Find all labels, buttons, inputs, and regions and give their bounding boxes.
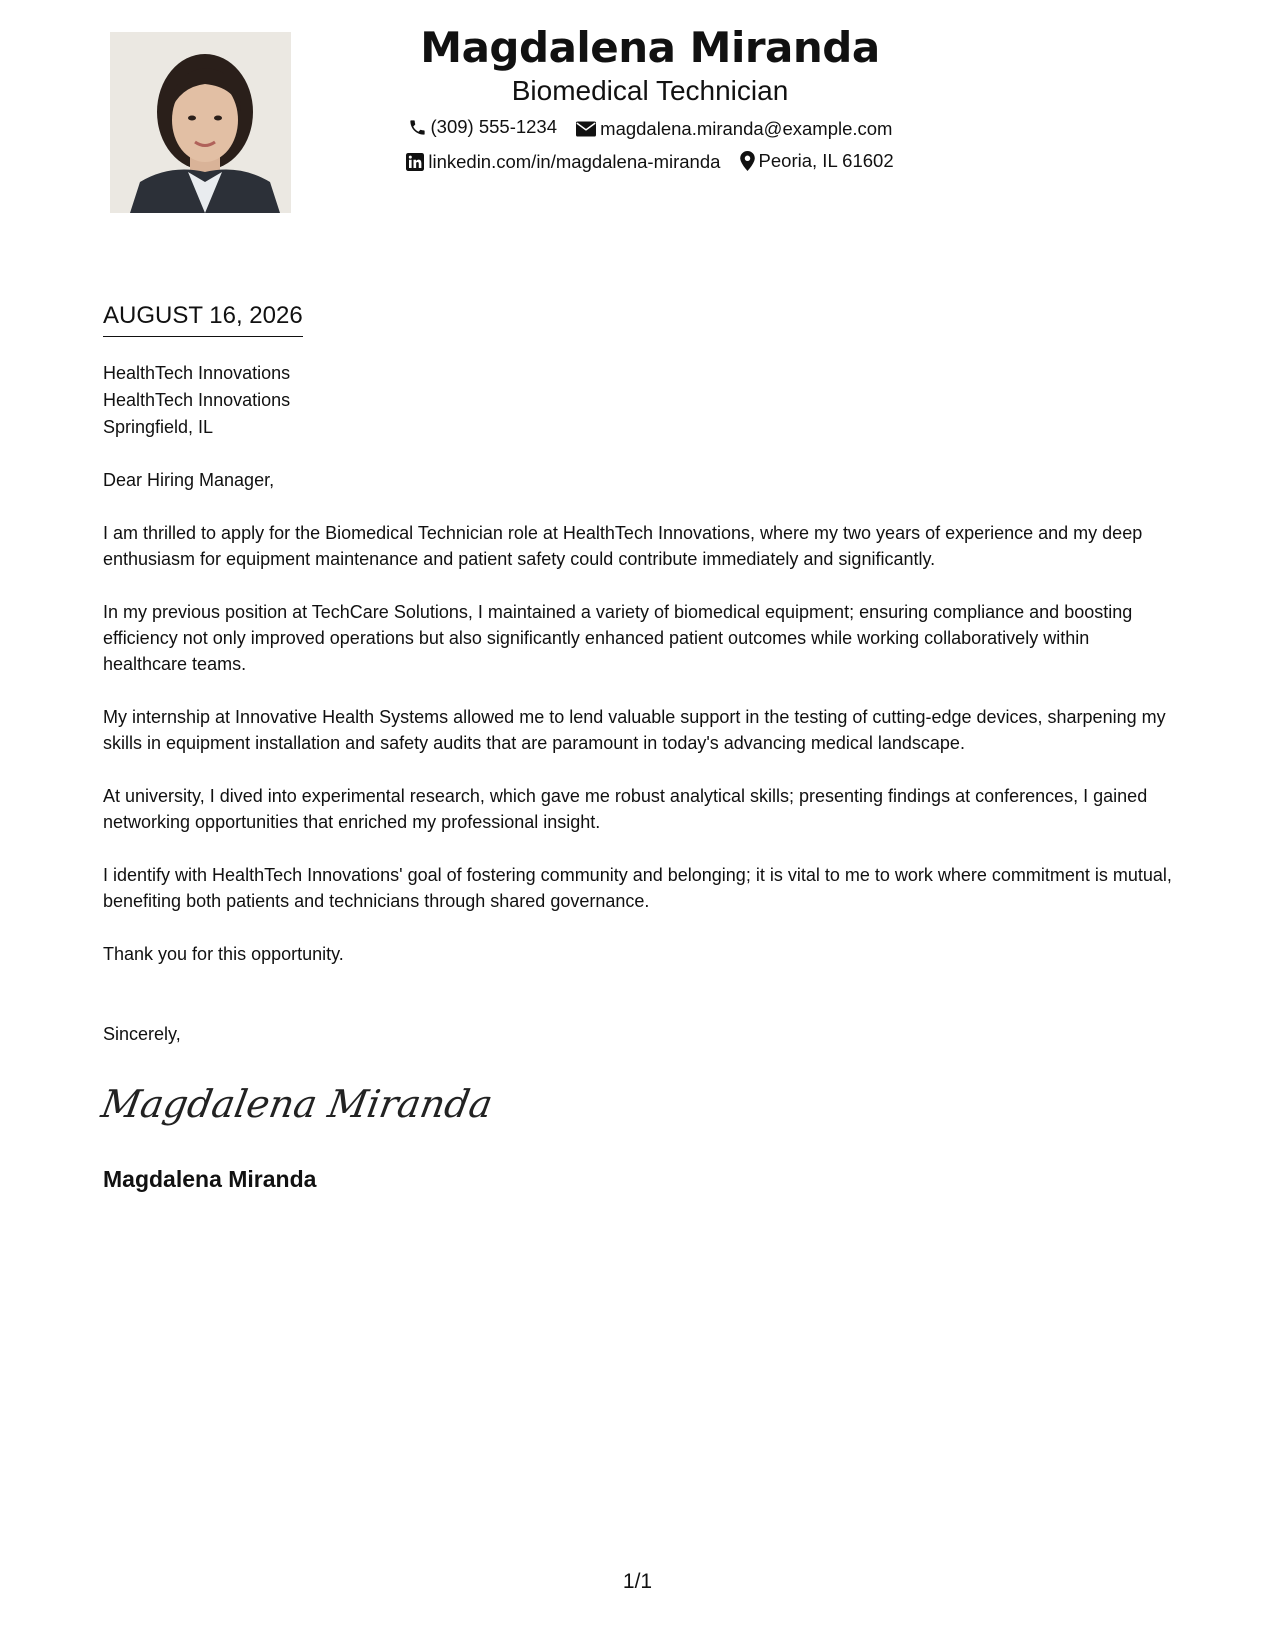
letter-body — [103, 467, 1178, 994]
page-number: 1/1 — [622, 1570, 653, 1593]
recipient-block — [103, 360, 290, 441]
location-text: Peoria, IL 61602 — [758, 149, 894, 171]
applicant-job-title: Biomedical Technician — [511, 75, 789, 106]
body-paragraph: I identify with HealthTech Innovations' goal of fostering community and belonging; it is vital to me to work where commitment is mutual, benefiting both patients and technicians through shared governance. — [103, 865, 1172, 911]
contact-row-1 — [300, 114, 1000, 144]
letter-header — [300, 22, 1000, 178]
signer-name: Magdalena Miranda — [103, 1166, 317, 1192]
map-pin-icon — [740, 151, 755, 171]
body-paragraph: Thank you for this opportunity. — [103, 944, 344, 964]
body-paragraph: At university, I dived into experimental research, which gave me robust analytical skills; presenting findings at conferences, I gained networking opportunities that enriched my professional insight. — [103, 786, 1148, 832]
recipient-line: HealthTech Innovations — [103, 363, 291, 383]
signature: Magdalena Miranda — [98, 1082, 496, 1126]
recipient-line: HealthTech Innovations — [103, 390, 291, 410]
body-paragraph: In my previous position at TechCare Solutions, I maintained a variety of biomedical equipment; ensuring compliance and boosting efficiency not only improved operations but also significantly enhanced patient outcomes while working collaboratively within healthcare teams. — [103, 602, 1133, 674]
salutation: Dear Hiring Manager, — [103, 470, 275, 490]
profile-photo — [110, 32, 291, 213]
contact-row-2 — [300, 148, 1000, 178]
contact-location — [740, 148, 894, 174]
contact-phone[interactable] — [408, 114, 558, 140]
phone-text: (309) 555-1234 — [430, 116, 558, 137]
linkedin-text: linkedin.com/in/magdalena-miranda — [428, 150, 721, 172]
body-paragraph: I am thrilled to apply for the Biomedical Technician role at HealthTech Innovations, where my two years of experience and my deep enthusiasm for equipment maintenance and patient safety could contribute immediately and significantly. — [103, 523, 1143, 569]
email-text: magdalena.miranda@example.com — [600, 117, 893, 139]
letter-date: AUGUST 16, 2026 — [103, 300, 303, 337]
recipient-line: Springfield, IL — [103, 417, 214, 437]
envelope-icon — [576, 121, 596, 137]
body-paragraph: My internship at Innovative Health Systems allowed me to lend valuable support in the testing of cutting-edge devices, sharpening my skills in equipment installation and safety audits that are paramount in today's advancing medical landscape. — [103, 707, 1166, 753]
contact-email[interactable] — [576, 116, 892, 142]
contact-linkedin[interactable] — [406, 149, 720, 175]
phone-icon — [408, 118, 427, 137]
closing: Sincerely, — [103, 1024, 181, 1044]
linkedin-icon — [406, 153, 424, 171]
applicant-name: Magdalena Miranda — [420, 23, 880, 72]
